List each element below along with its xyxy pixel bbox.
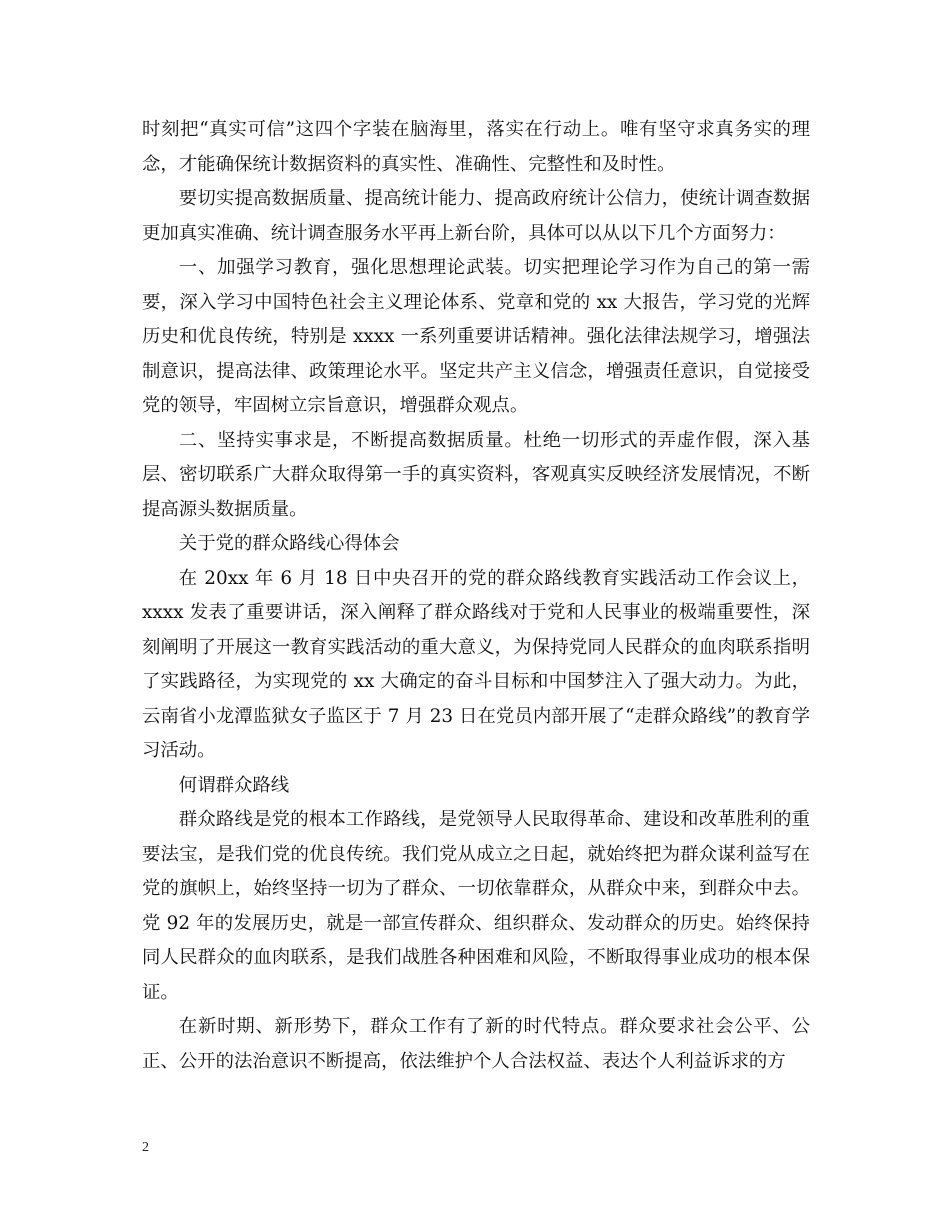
page-number: 2 [142,1140,149,1155]
section-heading-what-is: 何谓群众路线 [178,774,290,796]
paragraph-point-two: 二、坚持实事求是，不断提高数据质量。杜绝一切形式的弄虚作假，深入基层、密切联系广大群众取得第一手的真实资料，客观真实反映经济发展情况，不断提高源头数据质量。 [142,429,810,520]
document-body [142,113,810,1079]
paragraph-new-era: 在新时期、新形势下，群众工作有了新的时代特点。群众要求社会公平、公正、公开的法治意识不断提高，依法维护个人合法权益、表达个人利益诉求的方 [142,1016,810,1072]
section-heading-mass-line: 关于党的群众路线心得体会 [178,533,400,554]
paragraph-mass-line-definition: 群众路线是党的根本工作路线，是党领导人民取得革命、建设和改革胜利的重要法宝，是我们党的优良传统。我们党从成立之日起，就始终把为群众谋利益写在党的旗帜上，始终坚持一切为了群众、一切依靠群众，从群众中来，到群众中去。党 92 年的发展历史，就是一部宣传群众、组织群众、发动群众的历史。始终保持同人民群众的血肉联系，是我们战胜各种困难和风险，不断取得事业成功的根本保证。 [142,809,810,1003]
paragraph-intro: 要切实提高数据质量、提高统计能力、提高政府统计公信力，使统计调查数据更加真实准确、统计调查服务水平再上新台阶，具体可以从以下几个方面努力： [142,188,810,244]
paragraph-meeting: 在 20xx 年 6 月 18 日中央召开的党的群众路线教育实践活动工作会议上，xxxx 发表了重要讲话，深入阐释了群众路线对于党和人民事业的极端重要性，深刻阐明了开展这一教育实践活动的重大意义，为保持党同人民群众的血肉联系指明了实践路径，为实现党的 xx 大确定的奋斗目标和中国梦注入了强大动力。为此，云南省小龙潭监狱女子监区于 7 月 23 日在党员内部开展了“走群众路线”的教育学习活动。 [142,567,810,761]
paragraph-continued: 时刻把“真实可信”这四个字装在脑海里，落实在行动上。唯有坚守求真务实的理念，才能确保统计数据资料的真实性、准确性、完整性和及时性。 [142,119,810,175]
paragraph-point-one: 一、加强学习教育，强化思想理论武装。切实把理论学习作为自己的第一需要，深入学习中国特色社会主义理论体系、党章和党的 xx 大报告，学习党的光辉历史和优良传统，特别是 xxxx 一系列重要讲话精神。强化法律法规学习，增强法制意识，提高法律、政策理论水平。坚定共产主义信念，增强责任意识，自觉接受党的领导，牢固树立宗旨意识，增强群众观点。 [142,257,810,416]
